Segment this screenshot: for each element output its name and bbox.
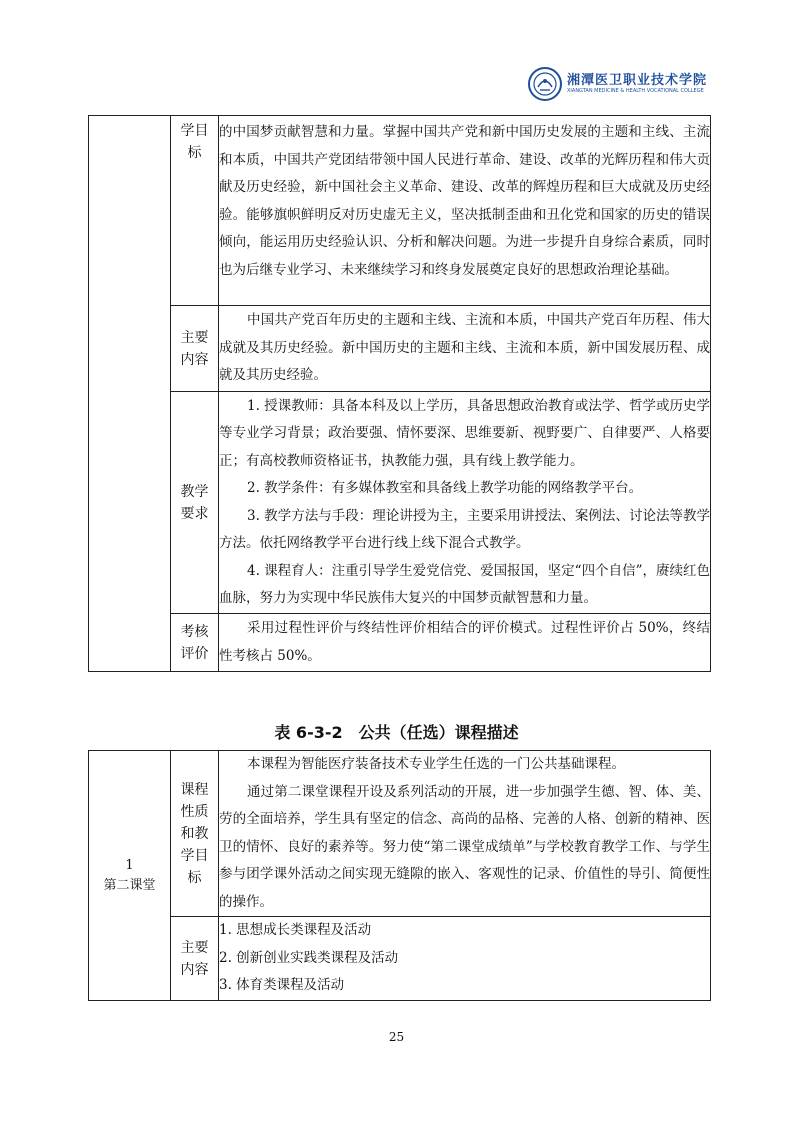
- course-table-continued: [88, 115, 711, 672]
- row-label-content-2: 主要 内容: [171, 917, 219, 1001]
- list-item: 3. 体育类课程及活动: [219, 977, 345, 994]
- row-label-content: 主要 内容: [171, 306, 219, 392]
- nature-paragraph-1: 本课程为智能医疗装备技术专业学生任选的一门公共基础课程。: [247, 756, 625, 772]
- course-name: 第二课堂: [103, 877, 156, 893]
- assess-text: [219, 614, 711, 672]
- table-row: [89, 614, 711, 672]
- table-caption: 表 6-3-2 公共（任选）课程描述: [274, 723, 519, 742]
- goal-text: [219, 116, 711, 306]
- assess-paragraph: 采用过程性评价与终结性评价相结合的评价模式。过程性评价占 50%，终结性考核占 50%。: [219, 620, 710, 664]
- content-list: [219, 917, 711, 1001]
- page-number: 25: [388, 1030, 405, 1044]
- row-label-require: 教学 要求: [171, 392, 219, 614]
- content-paragraph: 中国共产党百年历史的主题和主线、主流和本质，中国共产党百年历程、伟大成就及其历史经验。新中国历史的主题和主线、主流和本质，新中国发展历程、成就及其历史经验。: [219, 312, 710, 384]
- goal-paragraph: 的中国梦贡献智慧和力量。掌握中国共产党和新中国历史发展的主题和主线、主流和本质，中国共产党团结带领中国人民进行革命、建设、改革的光辉历程和伟大贡献及历史经验，新中国社会主义革命、建设、改革的辉煌历程和巨大成就及历史经验。能够旗帜鲜明反对历史虚无主义，坚决抵制歪曲和丑化党和国家的历史的错误倾向，能运用历史经验认识、分析和解决问题。为进一步提升自身综合素质，同时也为后继专业学习、未来继续学习和终身发展奠定良好的思想政治理论基础。: [219, 124, 710, 278]
- row-label-goal: 学目 标: [171, 116, 219, 306]
- table-row: [89, 116, 711, 306]
- course-cell: [89, 751, 171, 1001]
- require-paragraph-4: 4. 课程育人：注重引导学生爱党信党、爱国报国，坚定“四个自信”，赓续红色血脉，努力为实现中华民族伟大复兴的中国梦贡献智慧和力量。: [219, 562, 710, 606]
- college-logo: [527, 66, 717, 106]
- list-item: 2. 创新创业实践类课程及活动: [219, 949, 399, 966]
- require-paragraph-2: 2. 教学条件：有多媒体教室和具备线上教学功能的网络教学平台。: [247, 480, 643, 496]
- elective-course-table: [88, 750, 711, 1001]
- course-number: 1: [125, 857, 134, 873]
- row-label-nature: 课程 性质 和教 学目 标: [171, 751, 219, 917]
- course-cell-empty: [89, 116, 171, 672]
- table-row: [89, 917, 711, 1001]
- table-row: [89, 306, 711, 392]
- nature-text: [219, 751, 711, 917]
- list-item: 1. 思想成长类课程及活动: [219, 922, 372, 939]
- require-text: [219, 392, 711, 614]
- content-text: [219, 306, 711, 392]
- require-paragraph-1: 1. 授课教师：具备本科及以上学历，具备思想政治教育或法学、哲学或历史学等专业学习背景；政治要强、情怀要深、思维要新、视野要广、自律要严、人格要正；有高校教师资格证书，执教能力强，具有线上教学能力。: [219, 397, 710, 469]
- nature-paragraph-2: 通过第二课堂课程开设及系列活动的开展，进一步加强学生德、智、体、美、劳的全面培养，学生具有坚定的信念、高尚的品格、完善的人格、创新的精神、医卫的情怀、良好的素养等。努力使“第二课堂成绩单”与学校教育教学工作、与学生参与团学课外活动之间实现无缝隙的嵌入、客观性的记录、价值性的导引、简便性的操作。: [219, 783, 710, 910]
- require-paragraph-3: 3. 教学方法与手段：理论讲授为主，主要采用讲授法、案例法、讨论法等教学方法。依托网络教学平台进行线上线下混合式教学。: [219, 507, 710, 551]
- college-emblem-icon: [527, 66, 563, 102]
- college-name-en: XIANGTAN MEDICINE & HEALTH VOCATIONAL COLLEGE: [567, 88, 704, 94]
- table-row: [89, 751, 711, 917]
- table-row: [89, 392, 711, 614]
- college-name-cn: 湘潭医卫职业技术学院: [567, 73, 708, 88]
- row-label-assess: 考核 评价: [171, 614, 219, 672]
